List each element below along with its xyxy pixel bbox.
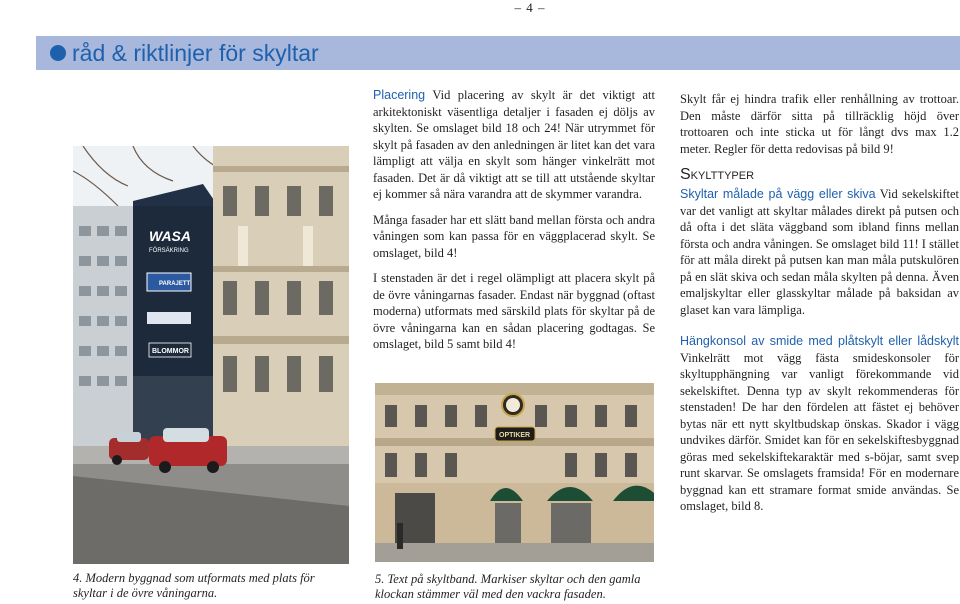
paragraph: Många fasader har ett slätt band mellan första och andra våningen som kan passa för en väggplacerad skylt. Se omslaget, bild 4! [373,212,655,260]
photo-street-buildings [73,146,349,564]
caption-number: 4. [73,571,83,585]
paragraph [680,186,959,318]
svg-text:WASA: WASA [149,228,191,244]
lead-in-hanging-bracket: Hängkonsol av smide med plåtskylt eller lådskylt [680,334,959,348]
lead-in-placering: Placering [373,88,426,102]
paragraph-text: Vid sekelskiftet var det vanligt att skyltar målades direkt på putsen och då ofta i det släta väggband som ibland finns mellan första och andra våningen. Se omslaget bild 11! I stället för att måla direkt på putsen kan man måla putskulören på en slät skiva och sedan måla skylten på denna. Även emaljskyltar eller glasskyltar målade på baksidan av glaset kan vara lämpliga. [680,187,959,317]
photo-facade-awnings [375,383,654,562]
paragraph: I stenstaden är det i regel olämpligt att placera skylt på de övre våningarnas fasader. Endast när byggnad (oftast moderna) utformats med särskild plats för skyltar på de övre våningarna kan en sådan placering godtagas. Se omslaget, bild 5 samt bild 4! [373,271,655,351]
svg-text:BLOMMOR: BLOMMOR [152,348,189,355]
paragraph [680,333,959,515]
paragraph: Skylt får ej hindra trafik eller renhållning av trottoar. Den måste därför sitta på tillräcklig höjd över trottoaren och inte sticka ut för långt dvs max 1.2 meter. Regler för detta redovisas på bild 9! [680,92,959,156]
page-number: – 4 – [514,0,546,15]
paragraph-text: Vid placering av skylt är det viktigt att arkitektoniskt väsentliga detaljer i fasaden ej döljs av skylten. Se omslaget bild 18 och 24! När utrymmet för skylt på fasaden av den anledningen är litet kan det vara lämpligt att välja en skylt som hänger vinkelrätt mot fasaden. Det är då viktigt att se till att utstående skyltar ej kommer så nära varandra att de skymmer varandra. [373,88,655,201]
text-column-placement [373,87,655,362]
caption-text: Text på skyltband. Markiser skyltar och den gamla klockan stämmer väl med den vackra fasaden. [375,572,641,601]
caption-photo-4 [73,571,343,601]
caption-number: 5. [375,572,385,586]
bullet-dot-icon [50,45,66,61]
caption-photo-5 [375,572,655,602]
heading-text: Skylttyper [680,166,755,183]
svg-text:OPTIKER: OPTIKER [499,432,531,439]
paragraph [373,87,655,203]
paragraph-text: Vinkelrätt mot vägg fästa smideskonsoler för skyltupphängning var vanligt förekommande vid sekelskiftet. Denna typ av skylt rekommenderas för stenstaden! De har den fördelen att fästet ej behöver bytas när ett nytt skyltbudskap önskas. Skador i vägg undvikes därför. Smidet kan för en sekelskiftesbyggnad göras med sekelskiftekaraktär med s-böjar, samt svep runt skarvar. Se omslagets framsida! För en modernare byggnad kan ett stramare format smide användas. Se omslaget, bild 8. [680,350,959,513]
text-column-sign-types [680,91,959,524]
svg-text:FÖRSÄKRING: FÖRSÄKRING [149,248,189,254]
lead-in-painted-signs: Skyltar målade på vägg eller skiva [680,187,876,201]
svg-text:PARAJETT: PARAJETT [159,281,191,287]
caption-text: Modern byggnad som utformats med plats för skyltar i de övre våningarna. [73,571,315,600]
section-title: råd & riktlinjer för skyltar [72,40,319,66]
section-heading-skylttyper [680,166,959,184]
